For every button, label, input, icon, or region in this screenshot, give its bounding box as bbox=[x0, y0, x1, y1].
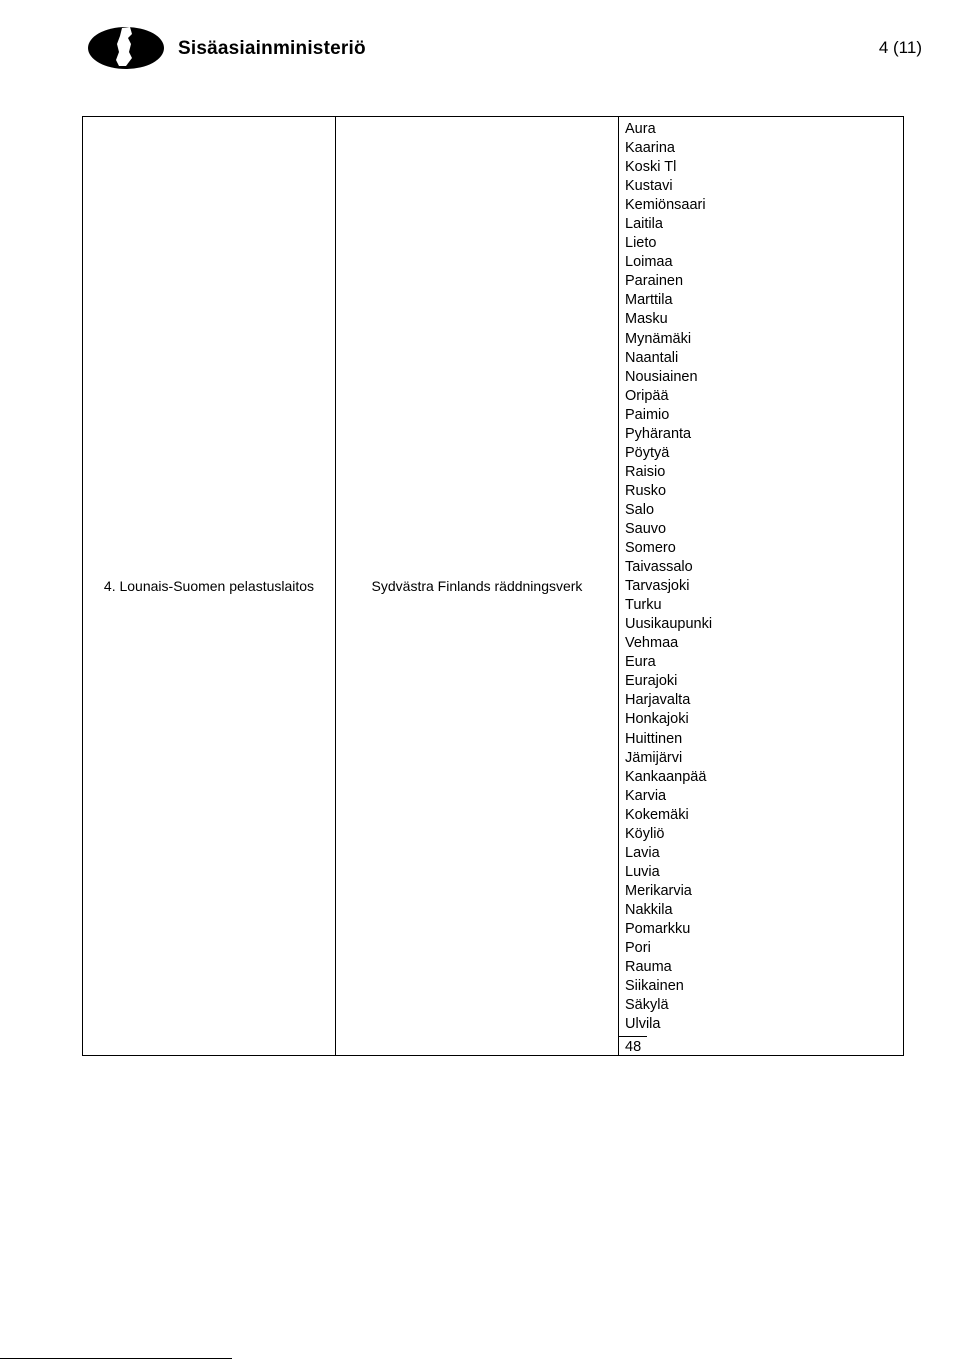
list-item: Lavia bbox=[625, 844, 660, 861]
list-item: Kokemäki bbox=[625, 806, 689, 823]
list-item: Taivassalo bbox=[625, 559, 693, 576]
list-item: Pyhäranta bbox=[625, 425, 692, 442]
footer-rule bbox=[0, 1358, 232, 1359]
municipality-count: 48 bbox=[619, 1036, 647, 1055]
list-item: Eura bbox=[625, 654, 656, 671]
list-item: Koski Tl bbox=[625, 159, 677, 176]
list-item: Uusikaupunki bbox=[625, 616, 713, 633]
list-item: Kaarina bbox=[625, 140, 675, 157]
list-item: Turku bbox=[625, 597, 662, 614]
list-item: Jämijärvi bbox=[625, 749, 683, 766]
swedish-name-cell bbox=[336, 117, 619, 1056]
rescue-service-name: 4. Lounais-Suomen pelastuslaitos bbox=[103, 578, 315, 595]
list-item: Harjavalta bbox=[625, 692, 691, 709]
list-item: Luvia bbox=[625, 863, 660, 880]
municipality-list bbox=[619, 117, 903, 1034]
list-item: Naantali bbox=[625, 349, 679, 366]
list-item: Rusko bbox=[625, 482, 667, 499]
list-item: Vehmaa bbox=[625, 635, 679, 652]
list-item: Ulvila bbox=[625, 1016, 661, 1033]
list-item: Pori bbox=[625, 940, 651, 957]
list-item: Mynämäki bbox=[625, 330, 692, 347]
page-number: 4 (11) bbox=[878, 38, 922, 57]
rescue-service-name-cell bbox=[83, 117, 336, 1056]
list-item: Rauma bbox=[625, 959, 672, 976]
list-item: Merikarvia bbox=[625, 882, 692, 899]
list-item: Säkylä bbox=[625, 997, 669, 1014]
list-item: Kankaanpää bbox=[625, 768, 707, 785]
list-item: Parainen bbox=[625, 273, 684, 290]
list-item: Köyliö bbox=[625, 825, 665, 842]
list-item: Karvia bbox=[625, 787, 667, 804]
list-item: Honkajoki bbox=[625, 711, 689, 728]
list-item: Aura bbox=[625, 121, 656, 137]
list-item: Lieto bbox=[625, 235, 657, 252]
list-item: Kustavi bbox=[625, 178, 673, 195]
list-item: Laitila bbox=[625, 216, 663, 233]
list-item: Somero bbox=[625, 540, 676, 557]
list-item: Oripää bbox=[625, 387, 669, 404]
list-item: Masku bbox=[625, 311, 668, 328]
list-item: Paimio bbox=[625, 406, 670, 423]
list-item: Pöytyä bbox=[625, 444, 670, 461]
rescue-service-table bbox=[82, 116, 904, 1056]
list-item: Pomarkku bbox=[625, 920, 691, 937]
list-item: Salo bbox=[625, 501, 655, 518]
list-item: Raisio bbox=[625, 463, 666, 480]
list-item: Loimaa bbox=[625, 254, 673, 271]
page-header bbox=[86, 22, 926, 74]
municipalities-cell bbox=[619, 117, 904, 1056]
list-item: Sauvo bbox=[625, 520, 667, 537]
list-item: Nousiainen bbox=[625, 368, 698, 385]
list-item: Eurajoki bbox=[625, 673, 678, 690]
list-item: Tarvasjoki bbox=[625, 578, 690, 595]
list-item: Marttila bbox=[625, 292, 673, 309]
list-item: Kemiönsaari bbox=[625, 197, 706, 214]
table-row bbox=[83, 117, 904, 1056]
finland-map-logo-icon bbox=[86, 22, 166, 74]
ministry-name: Sisäasiainministeriö bbox=[178, 38, 366, 59]
list-item: Nakkila bbox=[625, 901, 673, 918]
rescue-service-swedish-name: Sydvästra Finlands räddningsverk bbox=[371, 578, 583, 595]
list-item: Huittinen bbox=[625, 730, 683, 747]
list-item: Siikainen bbox=[625, 978, 684, 995]
